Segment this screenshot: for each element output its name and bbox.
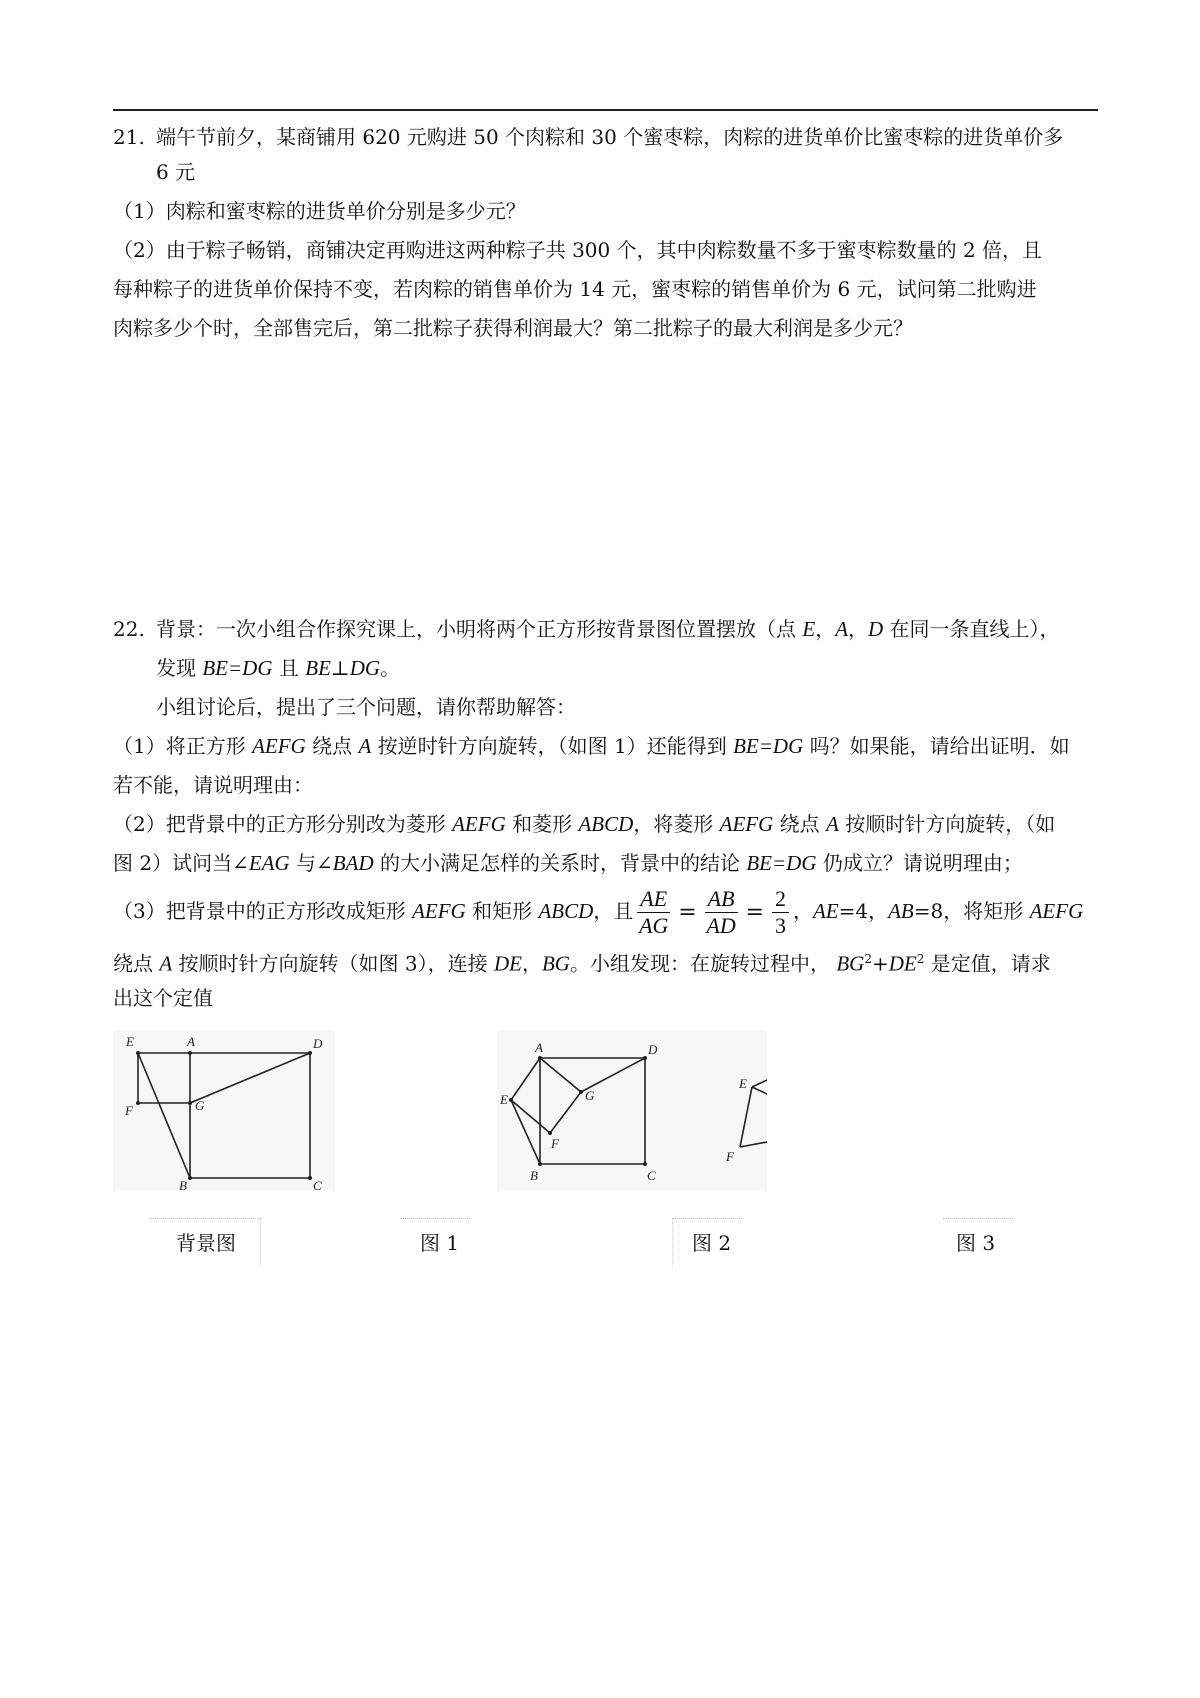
q21-stem-line1: 端午节前夕，某商铺用 620 元购进 50 个肉粽和 30 个蜜枣粽，肉粽的进货单价比蜜枣粽的进货单价多	[156, 125, 1064, 149]
q22-part3-line1: （3）把背景中的正方形改成矩形 AEFG 和矩形 ABCD，且 $\frac{AE}{AG}$ = $\frac{AB}{AD}$ = $\frac{2}{3}$ ，AE=4，AB=8，将矩形 AEFG	[113, 886, 1084, 938]
q22-background-line3: 小组讨论后，提出了三个问题，请你帮助解答：	[156, 695, 576, 719]
fraction-2-3: $\frac{2}{3}$	[772, 886, 789, 939]
q22-part2-line2: 图 2）试问当∠EAG 与∠BAD 的大小满足怎样的关系时，背景中的结论 BE=DG 仍成立？请说明理由；	[113, 851, 1023, 875]
point-label: E	[500, 1092, 508, 1107]
figure-2	[497, 1030, 767, 1190]
q22-part3-line2: 绕点 A 按顺时针方向旋转（如图 3），连接 DE，BG。小组发现：在旋转过程中， $BG^2+DE^2$ 是定值，请求	[113, 951, 1051, 976]
caption-figure-3: 图 3	[956, 1231, 996, 1255]
point-label: B	[179, 1178, 187, 1190]
q21-stem-line2: 6 元	[156, 160, 196, 184]
point-label: F	[125, 1103, 133, 1118]
header-rule	[113, 109, 1098, 111]
caption-background: 背景图	[176, 1231, 236, 1255]
point-label: F	[551, 1136, 559, 1151]
point-label: F	[726, 1149, 734, 1164]
fraction-ae-ag: $\frac{AE}{AG}$	[639, 886, 669, 938]
caption-box-border	[150, 1218, 260, 1219]
point-label: A	[535, 1040, 543, 1055]
point-label: D	[313, 1036, 323, 1051]
caption-box-border	[943, 1218, 1013, 1219]
q22-part1-line1: （1）将正方形 AEFG 绕点 A 按逆时针方向旋转，（如图 1）还能得到 BE=DG 吗？如果能，请给出证明．如	[113, 734, 1070, 758]
caption-figure-2: 图 2	[692, 1231, 732, 1255]
caption-box-border	[260, 1218, 261, 1266]
q21-part1: （1）肉粽和蜜枣粽的进货单价分别是多少元？	[113, 199, 526, 223]
point-label: G	[585, 1088, 595, 1103]
q21-part2-line1: （2）由于粽子畅销，商铺决定再购进这两种粽子共 300 个，其中肉粽数量不多于蜜枣粽数量的 2 倍，且	[113, 238, 1043, 262]
point-label: E	[126, 1034, 134, 1049]
fraction-ab-ad: $\frac{AB}{AD}$	[706, 886, 736, 938]
point-label: A	[187, 1034, 195, 1049]
point-label: E	[739, 1076, 747, 1091]
point-label: C	[313, 1178, 322, 1190]
caption-box-border	[672, 1218, 742, 1219]
point-label: D	[648, 1042, 658, 1057]
q22-background-line2: 发现 BE=DG 且 BE⊥DG。	[156, 656, 401, 680]
caption-box-border	[400, 1218, 470, 1219]
point-label: C	[647, 1168, 656, 1183]
point-label: G	[195, 1098, 205, 1113]
q22-part2-line1: （2）把背景中的正方形分别改为菱形 AEFG 和菱形 ABCD，将菱形 AEFG 绕点 A 按顺时针方向旋转，（如	[113, 812, 1056, 836]
q22-part3-line3: 出这个定值	[113, 986, 213, 1010]
q21-number: 21.	[113, 125, 145, 149]
q21-part2-line2: 每种粽子的进货单价保持不变，若肉粽的销售单价为 14 元，蜜枣粽的销售单价为 6 元，试问第二批购进	[113, 277, 1037, 301]
q22-part1-line2: 若不能，请说明理由：	[113, 773, 313, 797]
background-figure	[113, 1030, 335, 1190]
caption-figure-1: 图 1	[420, 1231, 460, 1255]
point-label: B	[530, 1168, 538, 1183]
caption-box-border	[672, 1218, 673, 1266]
q22-number: 22.	[113, 617, 145, 641]
q22-background-line1: 背景：一次小组合作探究课上，小明将两个正方形按背景图位置摆放（点 E，A，D 在同一条直线上），	[156, 617, 1060, 641]
q21-part2-line3: 肉粽多少个时，全部售完后，第二批粽子获得利润最大？第二批粽子的最大利润是多少元？	[113, 316, 913, 340]
